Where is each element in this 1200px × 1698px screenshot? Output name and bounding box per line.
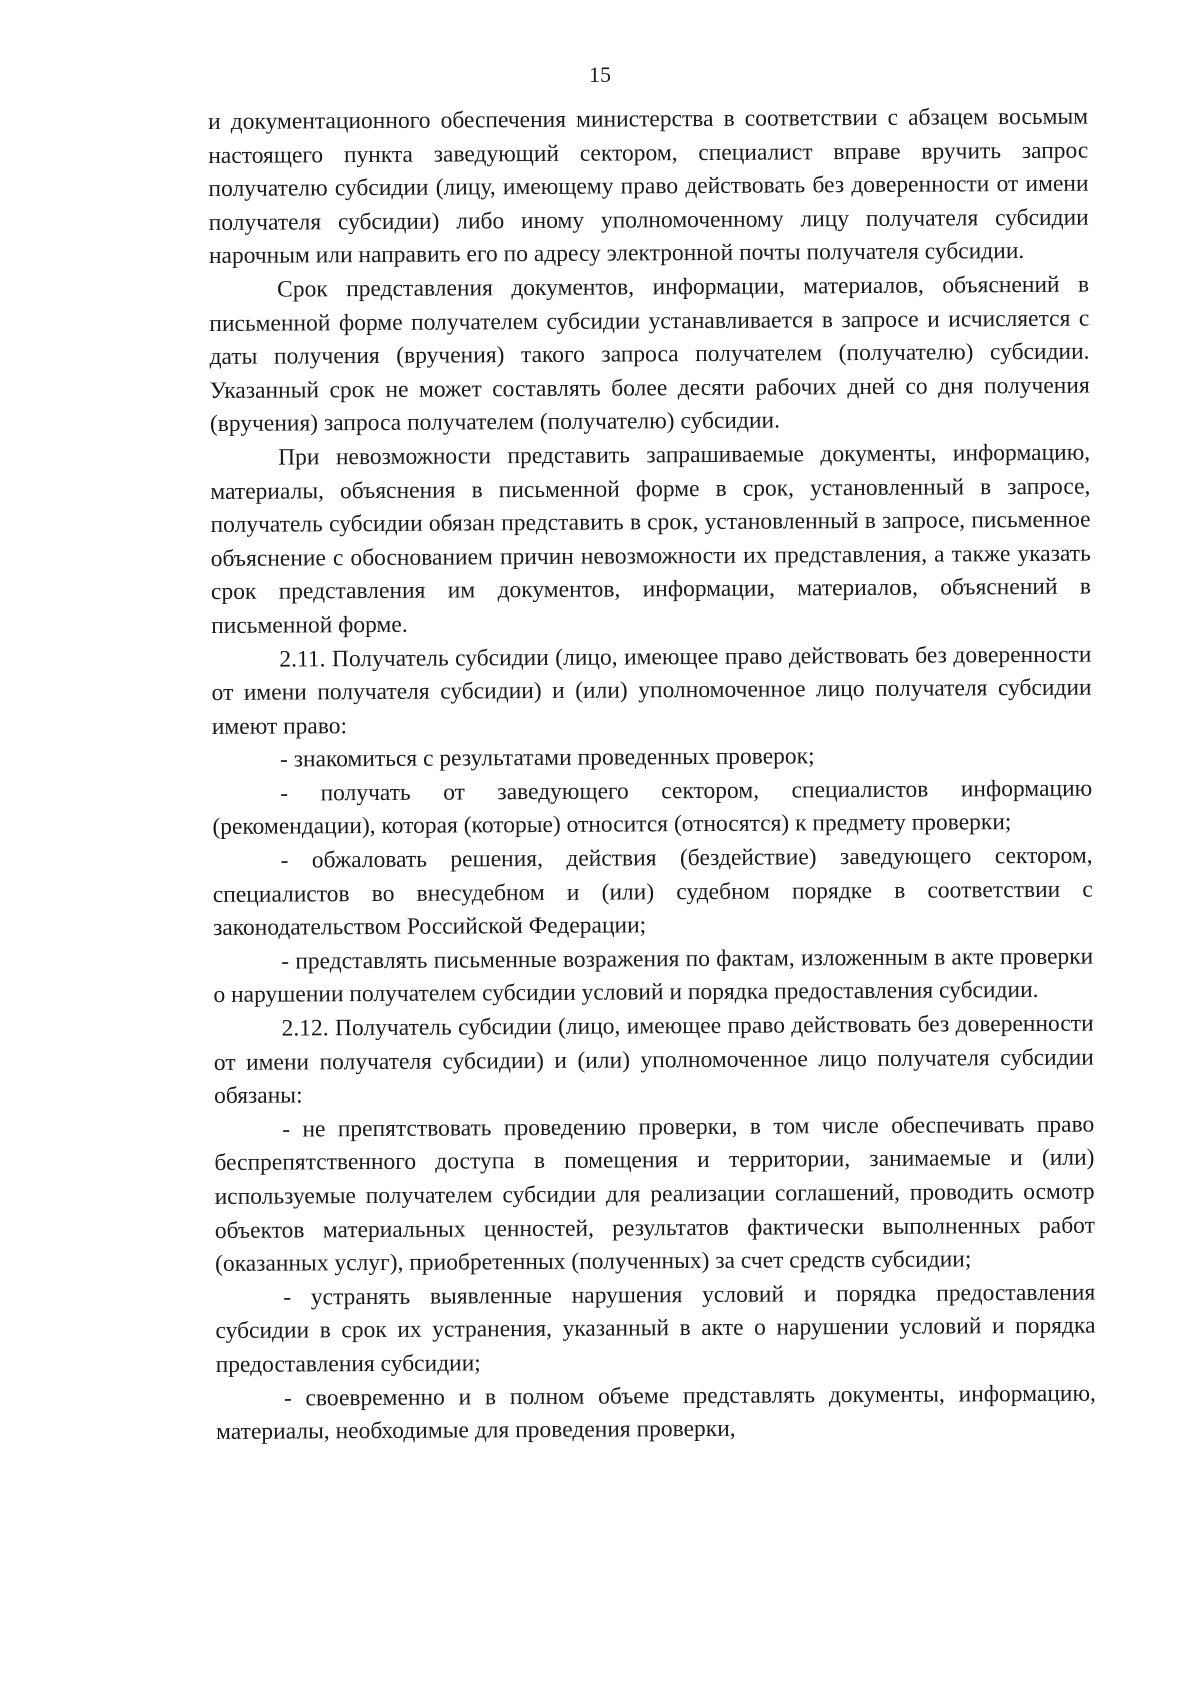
list-item-duty-1: - не препятствовать проведению проверки, в том числе обеспечивать право беспрепятственного доступа в помещения и территории, занимаемые и (или) используемые получателем субсидии для реализации соглашений, проводить осмотр объектов материальных ценностей, результатов фактически выполненных работ (оказанных услуг), приобретенных (полученных) за счет средств субсидии; xyxy=(214,1111,1095,1278)
paragraph-deadline: Срок представления документов, информации, материалов, объяснений в письменной форме получателем субсидии устанавливается в запросе и исчисляется с даты получения (вручения) такого запроса получателем (получателю) субсидии. Указанный срок не может составлять более десяти рабочих дней со дня получения (вручения) запроса получателем (получателю) субсидии. xyxy=(209,271,1090,438)
paragraph-2-12: 2.12. Получатель субсидии (лицо, имеющее право действовать без доверенности от имени получателя субсидии) и (или) уполномоченное лицо получателя субсидии обязаны: xyxy=(213,1010,1094,1110)
paragraph-impossibility: При невозможности представить запрашиваемые документы, информацию, материалы, объяснения в письменной форме в срок, установленный в запросе, получатель субсидии обязан представить в срок, установленный в запросе, письменное объяснение с обоснованием причин невозможности их представления, а также указать срок представления им документов, информации, материалов, объяснений в письменной форме. xyxy=(210,439,1092,639)
document-body xyxy=(208,101,1096,1450)
page-number: 15 xyxy=(589,62,611,87)
list-item-duty-3: - своевременно и в полном объеме представлять документы, информацию, материалы, необходимые для проведения проверки, xyxy=(216,1380,1096,1446)
list-item-right-3: - обжаловать решения, действия (бездействие) заведующего сектором, специалистов во внесудебном и (или) судебном порядке в соответствии с законодательством Российской Федерации; xyxy=(212,842,1093,942)
paragraph-2-11: 2.11. Получатель субсидии (лицо, имеющее право действовать без доверенности от имени получателя субсидии) и (или) уполномоченное лицо получателя субсидии имеют право: xyxy=(211,641,1092,740)
list-item-right-2: - получать от заведующего сектором, специалистов информацию (рекомендации), которая (которые) относится (относятся) к предмету проверки; xyxy=(212,775,1093,841)
paragraph-continuation: и документационного обеспечения министерства в соответствии с абзацем восьмым настоящего пункта заведующий сектором, специалист вправе вручить запрос получателю субсидии (лицу, имеющему право действовать без доверенности от имени получателя субсидии) либо иному уполномоченному лицу получателя субсидии нарочным или направить его по адресу электронной почты получателя субсидии. xyxy=(208,103,1089,270)
list-item-duty-2: - устранять выявленные нарушения условий и порядка предоставления субсидии в срок их устранения, указанный в акте о нарушении условий и порядка предоставления субсидии; xyxy=(215,1279,1096,1378)
list-item-right-1: - знакомиться с результатами проведенных проверок; xyxy=(279,743,815,773)
list-item-right-4: - представлять письменные возражения по фактам, изложенным в акте проверки о нарушении получателем субсидии условий и порядка предоставления субсидии. xyxy=(213,943,1094,1009)
